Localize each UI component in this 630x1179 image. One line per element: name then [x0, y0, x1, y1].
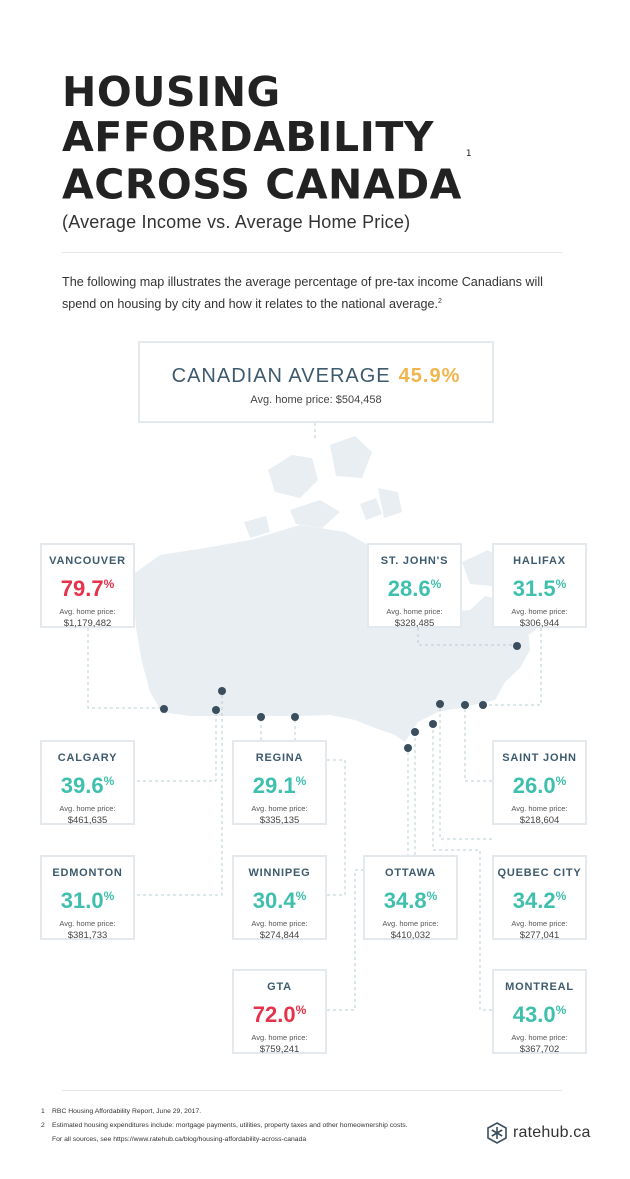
footnote-text: RBC Housing Affordability Report, June 29, 2017.: [52, 1108, 202, 1115]
city-card-regina: [232, 740, 327, 825]
city-price: $759,241: [259, 1044, 300, 1055]
city-value: [494, 883, 585, 914]
ratehub-logo-icon: [486, 1122, 508, 1144]
city-name: MONTREAL: [505, 981, 574, 993]
intro-footnote-marker: 2: [437, 298, 442, 305]
city-price-label: Avg. home price:: [382, 919, 439, 928]
city-value-unit: %: [555, 1003, 567, 1017]
city-price: $461,635: [67, 815, 108, 826]
city-card-winnipeg: [232, 855, 327, 940]
title-line-2: AFFORDABILITY: [62, 113, 434, 161]
city-value: [365, 883, 456, 914]
city-value-unit: %: [295, 1003, 307, 1017]
city-value-unit: %: [555, 577, 567, 591]
city-value-number: 30.4: [252, 888, 296, 913]
city-price: $1,179,482: [63, 618, 112, 629]
city-card-ottawa: [363, 855, 458, 940]
city-name: GTA: [267, 981, 292, 993]
city-price: $274,844: [259, 930, 300, 941]
city-card-montreal: [492, 969, 587, 1054]
city-price-label: Avg. home price:: [251, 804, 308, 813]
city-price-label: Avg. home price:: [251, 1033, 308, 1042]
city-value-unit: %: [426, 889, 438, 903]
city-price-label: Avg. home price:: [59, 804, 116, 813]
city-value-unit: %: [103, 774, 115, 788]
city-value: [234, 883, 325, 914]
national-average-box: [138, 341, 494, 423]
brand-name: ratehub.ca: [513, 1124, 591, 1141]
city-price: $335,135: [259, 815, 300, 826]
footnotes: [41, 1107, 441, 1144]
national-average-label: CANADIAN AVERAGE: [171, 365, 391, 387]
city-value-number: 29.1: [252, 773, 296, 798]
city-value-number: 79.7: [60, 576, 104, 601]
city-price-label: Avg. home price:: [386, 607, 443, 616]
intro-text: The following map illustrates the average percentage of pre-tax income Canadians will spend on housing by city and how it relates to the national average.: [62, 275, 543, 312]
footnote-2: [41, 1121, 441, 1130]
city-name: WINNIPEG: [248, 867, 311, 879]
city-name: QUEBEC CITY: [497, 867, 582, 879]
city-value-number: 26.0: [512, 773, 556, 798]
title-footnote-marker: 1: [465, 149, 473, 159]
city-price: $367,702: [519, 1044, 560, 1055]
city-value: [42, 883, 133, 914]
city-name: OTTAWA: [384, 867, 437, 879]
canada-landmass: [132, 436, 536, 742]
city-name: SAINT JOHN: [502, 752, 577, 764]
city-card-saint-john: [492, 740, 587, 825]
city-value-number: 72.0: [252, 1002, 296, 1027]
city-name: VANCOUVER: [49, 555, 126, 567]
connector-calgary: [137, 710, 216, 781]
city-card-st-johns: [367, 543, 462, 628]
city-dot-quebec-city: [436, 700, 444, 708]
city-card-vancouver: [40, 543, 135, 628]
city-name: CALGARY: [57, 752, 118, 764]
city-dot-vancouver: [160, 705, 168, 713]
city-value-number: 43.0: [512, 1002, 556, 1027]
city-dot-edmonton: [218, 687, 226, 695]
city-value: [234, 768, 325, 799]
city-dot-st-johns: [513, 642, 521, 650]
city-value-number: 31.0: [60, 888, 104, 913]
city-value: [369, 571, 460, 602]
city-card-edmonton: [40, 855, 135, 940]
city-name: REGINA: [255, 752, 304, 764]
city-dot-calgary: [212, 706, 220, 714]
page-subtitle: (Average Income vs. Average Home Price): [62, 212, 411, 232]
city-value-unit: %: [555, 889, 567, 903]
city-value-number: 34.2: [512, 888, 556, 913]
city-value-unit: %: [430, 577, 442, 591]
connector-saint-john: [465, 705, 492, 781]
title-line-1: HOUSING: [62, 68, 281, 116]
city-card-gta: [232, 969, 327, 1054]
city-name: ST. JOHN'S: [380, 555, 449, 567]
city-price: $328,485: [394, 618, 435, 629]
title-line-3: [62, 149, 502, 209]
bottom-divider: [62, 1090, 562, 1091]
city-value-unit: %: [103, 889, 115, 903]
city-value-unit: %: [295, 889, 307, 903]
connector-quebec-city: [440, 705, 492, 839]
city-dot-regina: [257, 713, 265, 721]
national-average-line: [140, 365, 492, 388]
city-dot-montreal: [429, 720, 437, 728]
city-value: [234, 997, 325, 1028]
footnote-number: 2: [41, 1122, 45, 1129]
city-value: [42, 768, 133, 799]
intro-paragraph: [62, 273, 562, 314]
brand-logo: [486, 1122, 591, 1144]
national-average-price: Avg. home price: $504,458: [250, 394, 382, 406]
city-card-quebec-city: [492, 855, 587, 940]
sources-note: For all sources, see https://www.ratehub.ca/blog/housing-affordability-across-canada: [52, 1136, 307, 1143]
city-value-unit: %: [555, 774, 567, 788]
city-price: $410,032: [390, 930, 431, 941]
city-price-label: Avg. home price:: [511, 607, 568, 616]
footnote-text: Estimated housing expenditures include: mortgage payments, utilities, property taxes and other homeownership costs.: [52, 1122, 408, 1129]
national-average-value: 45.9%: [398, 365, 461, 387]
city-value-number: 34.8: [383, 888, 427, 913]
city-dot-ottawa: [411, 728, 419, 736]
city-value: [494, 768, 585, 799]
page-title: [62, 70, 502, 208]
city-price: $306,944: [519, 618, 560, 629]
city-dot-saint-john: [461, 701, 469, 709]
city-dot-halifax: [479, 701, 487, 709]
city-price-label: Avg. home price:: [511, 1033, 568, 1042]
top-divider: [62, 252, 562, 253]
city-price-label: Avg. home price:: [59, 919, 116, 928]
city-value-unit: %: [103, 577, 115, 591]
city-price: $218,604: [519, 815, 560, 826]
city-price-label: Avg. home price:: [511, 919, 568, 928]
city-price-label: Avg. home price:: [251, 919, 308, 928]
city-value: [42, 571, 133, 602]
footnote-1: [41, 1107, 441, 1116]
city-price-label: Avg. home price:: [511, 804, 568, 813]
city-name: HALIFAX: [513, 555, 566, 567]
city-dot-winnipeg: [291, 713, 299, 721]
city-value: [494, 571, 585, 602]
city-price-label: Avg. home price:: [59, 607, 116, 616]
city-price: $381,733: [67, 930, 108, 941]
city-value-unit: %: [295, 774, 307, 788]
city-dot-gta: [404, 744, 412, 752]
footnote-number: 1: [41, 1108, 45, 1115]
city-value: [494, 997, 585, 1028]
city-name: EDMONTON: [52, 867, 123, 879]
city-value-number: 39.6: [60, 773, 104, 798]
city-card-calgary: [40, 740, 135, 825]
city-card-halifax: [492, 543, 587, 628]
connector-edmonton: [137, 692, 222, 895]
city-value-number: 28.6: [387, 576, 431, 601]
title-line-3-text: ACROSS CANADA: [62, 160, 462, 209]
city-value-number: 31.5: [512, 576, 556, 601]
city-price: $277,041: [519, 930, 560, 941]
